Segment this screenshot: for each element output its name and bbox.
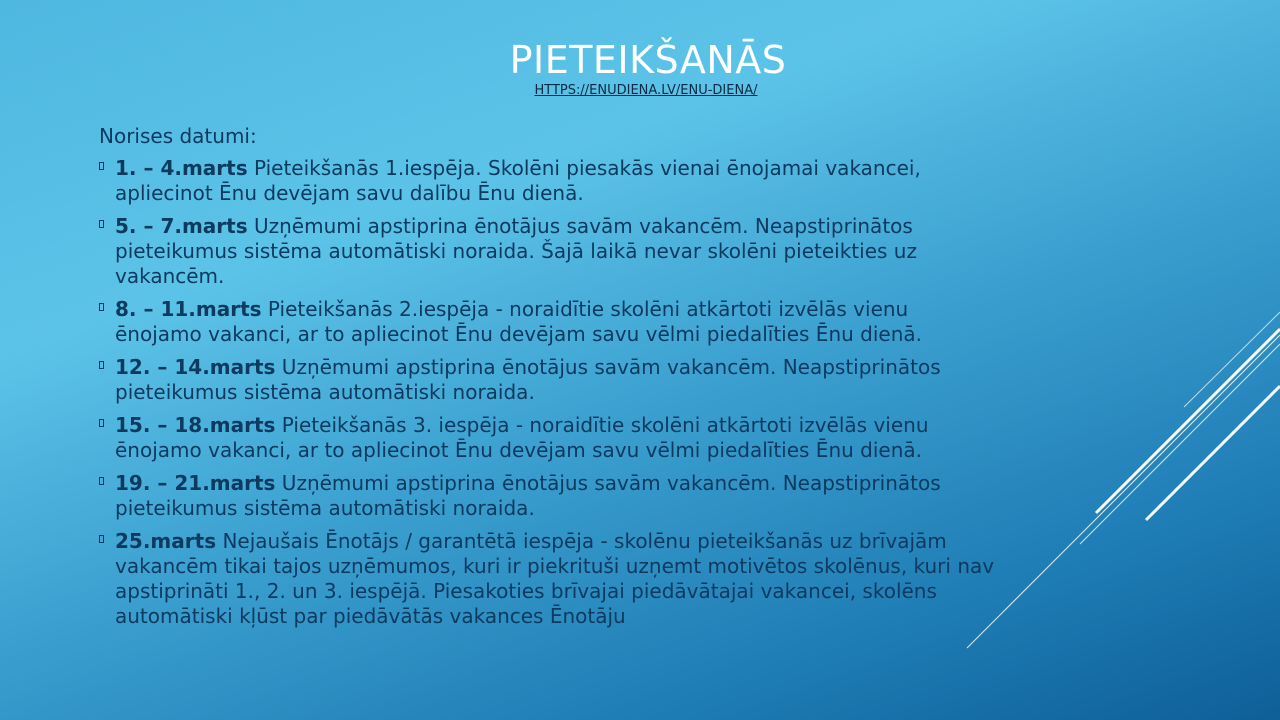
deco-line: [1184, 312, 1280, 407]
bullet-icon: [99, 220, 104, 228]
deco-line: [1096, 329, 1280, 513]
bullet-icon: [99, 419, 104, 427]
list-item: [99, 529, 999, 629]
item-text: Pieteikšanās 1.iespēja. Skolēni piesakās vienai ēnojamai vakancei, apliecinot Ēnu devējam savu dalību Ēnu dienā.: [115, 156, 921, 205]
item-text: Pieteikšanās 2.iespēja - noraidītie skolēni atkārtoti izvēlās vienu ēnojamo vakanci, ar to apliecinot Ēnu devējam savu vēlmi piedalīties Ēnu dienā.: [115, 297, 923, 346]
list-item: [99, 413, 999, 463]
item-date: 12. – 14.marts: [115, 355, 276, 379]
item-text: Pieteikšanās 3. iespēja - noraidītie skolēni atkārtoti izvēlās vienu ēnojamo vakanci, ar to apliecinot Ēnu devējam savu vēlmi piedalīties Ēnu dienā.: [115, 413, 929, 462]
item-date: 5. – 7.marts: [115, 214, 248, 238]
deco-line: [1080, 344, 1280, 544]
bullet-icon: [99, 162, 104, 170]
item-date: 25.marts: [115, 529, 217, 553]
bullet-icon: [99, 361, 104, 369]
deco-line: [1146, 386, 1280, 520]
list-item: [99, 297, 999, 347]
item-date: 19. – 21.marts: [115, 471, 276, 495]
content-body: [99, 124, 999, 637]
list-item: [99, 355, 999, 405]
list-item: [99, 156, 999, 206]
schedule-list: [99, 156, 999, 629]
deco-line: [967, 335, 1280, 648]
item-date: 8. – 11.marts: [115, 297, 262, 321]
slide-title: PIETEIKŠANĀS: [509, 38, 787, 82]
item-date: 15. – 18.marts: [115, 413, 276, 437]
item-text: Nejaušais Ēnotājs / garantētā iespēja - skolēnu pieteikšanās uz brīvajām vakancēm tikai tajos uzņēmumos, kuri ir piekrituši uzņemt motivētos skolēnus, kuri nav apstiprināti 1., 2. un 3. iespējā. Piesakoties brīvajai piedāvātajai vakancei, skolēns automātiski kļūst par piedāvātās vakances Ēnotāju: [115, 529, 995, 628]
bullet-icon: [99, 535, 104, 543]
item-text: Uzņēmumi apstiprina ēnotājus savām vakancēm. Neapstiprinātos pieteikumus sistēma automātiski noraida. Šajā laikā nevar skolēni pieteikties uz vakancēm.: [115, 214, 917, 288]
item-text: Uzņēmumi apstiprina ēnotājus savām vakancēm. Neapstiprinātos pieteikumus sistēma automātiski noraida.: [115, 355, 941, 404]
registration-link[interactable]: HTTPS://ENUDIENA.LV/ENU-DIENA/: [534, 83, 758, 98]
list-item: [99, 471, 999, 521]
bullet-icon: [99, 303, 104, 311]
item-date: 1. – 4.marts: [115, 156, 248, 180]
intro-text: Norises datumi:: [99, 124, 257, 148]
item-text: Uzņēmumi apstiprina ēnotājus savām vakancēm. Neapstiprinātos pieteikumus sistēma automātiski noraida.: [115, 471, 941, 520]
list-item: [99, 214, 999, 289]
bullet-icon: [99, 477, 104, 485]
